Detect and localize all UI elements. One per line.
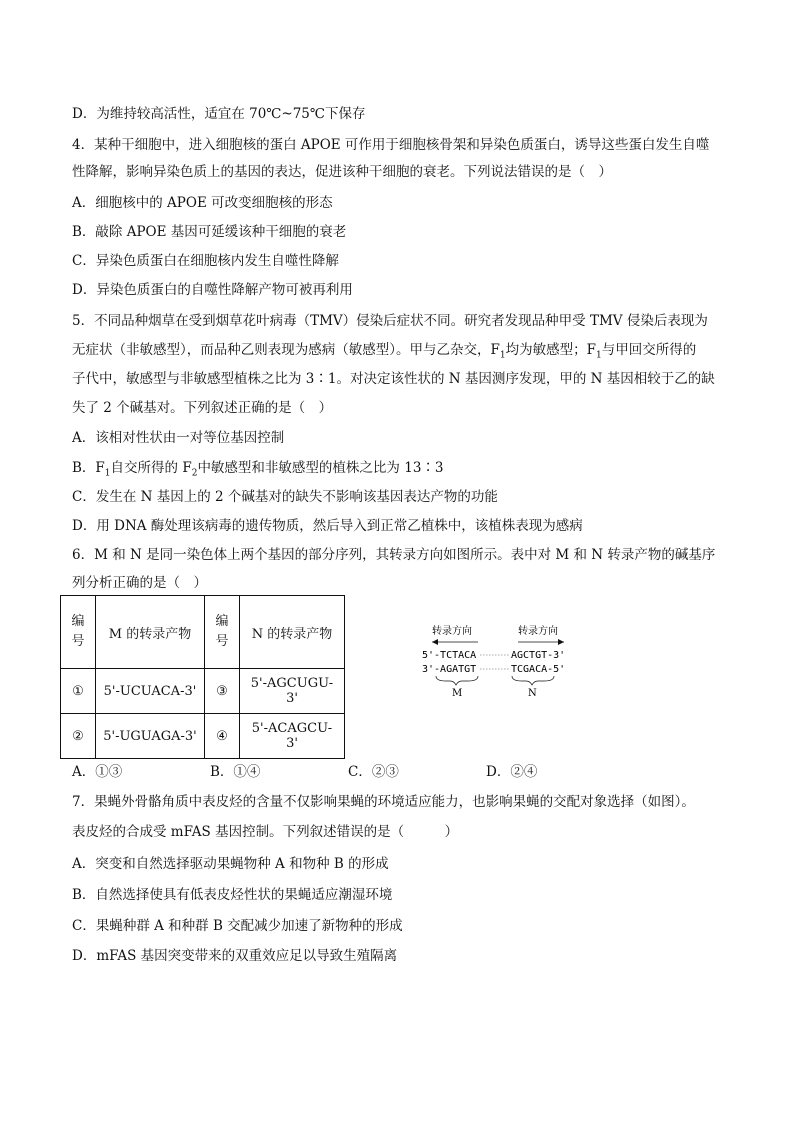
q7-option-d: D．mFAS 基因突变带来的双重效应足以导致生殖隔离	[72, 948, 398, 964]
gene-label-n: N	[528, 688, 537, 699]
q4-option-b: B．敲除 APOE 基因可延缓该种干细胞的衰老	[72, 224, 347, 240]
q4-option-c: C．异染色质蛋白在细胞核内发生自噬性降解	[72, 253, 339, 269]
table-cell: 5'-ACAGCU-3'	[240, 714, 345, 759]
q5-stem-line4: 失了 2 个碱基对。下列叙述正确的是（ ）	[72, 400, 333, 416]
q6-option-d: D．②④	[486, 764, 538, 780]
q5-stem-line3: 子代中，敏感型与非敏感型植株之比为 3∶1。对决定该性状的 N 基因测序发现，甲的 N 基因相较于乙的缺	[72, 371, 715, 387]
strand-top-left: 5'-TCTACA	[422, 650, 477, 661]
q6-option-c: C．②③	[348, 764, 399, 780]
q5-stem-line2	[72, 340, 734, 366]
arrow-left-icon	[432, 639, 478, 645]
q4-option-a: A．细胞核中的 APOE 可改变细胞核的形态	[72, 195, 333, 211]
strand-bottom-right: TCGACA-5'	[511, 664, 566, 675]
q5-stem-line1: 5．不同品种烟草在受到烟草花叶病毒（TMV）侵染后症状不同。研究者发现品种甲受 TMV 侵染后表现为	[72, 313, 708, 329]
q6-option-a: A．①③	[72, 764, 123, 780]
table-cell: 5'-AGCUGU-3'	[240, 669, 345, 714]
q7-stem-line2: 表皮烃的合成受 mFAS 基因控制。下列叙述错误的是（ ）	[72, 824, 459, 840]
q5-option-c: C．发生在 N 基因上的 2 个碱基对的缺失不影响该基因表达产物的功能	[72, 489, 498, 505]
subscript: 2	[191, 468, 198, 479]
table-header-row	[61, 596, 345, 669]
subscript: 1	[595, 350, 602, 361]
table-cell: 5'-UCUACA-3'	[96, 669, 205, 714]
gene-label-m: M	[452, 688, 463, 699]
q4-stem-line2: 性降解，影响异染色质上的基因的表达，促进该种干细胞的衰老。下列说法错误的是（ ）	[72, 164, 612, 180]
direction-label-right: 转录方向	[518, 626, 558, 637]
q7-option-c: C．果蝇种群 A 和种群 B 交配减少加速了新物种的形成	[72, 918, 403, 934]
strand-top-right: AGCTGT-3'	[511, 650, 566, 661]
brace-n-icon	[512, 676, 554, 685]
table-cell: ②	[61, 714, 96, 759]
table-header-cell: N 的转录产物	[240, 596, 345, 669]
q7-option-a: A．突变和自然选择驱动果蝇物种 A 和物种 B 的形成	[72, 856, 389, 872]
q4-option-d: D．异染色质蛋白的自噬性降解产物可被再利用	[72, 282, 353, 298]
direction-label-left: 转录方向	[432, 626, 472, 637]
transcription-diagram	[418, 622, 588, 702]
q6-stem-line1: 6．M 和 N 是同一染色体上两个基因的部分序列，其转录方向如图所示。表中对 M 和 N 转录产物的碱基序	[72, 547, 716, 563]
table-row	[61, 714, 345, 759]
subscript: 1	[104, 468, 111, 479]
table-cell: ③	[205, 669, 240, 714]
arrow-right-icon	[518, 639, 564, 645]
q5-option-d: D．用 DNA 酶处理该病毒的遗传物质，然后导入到正常乙植株中，该植株表现为感病	[72, 518, 583, 534]
q6-option-b: B．①④	[210, 764, 261, 780]
table-header-cell: 编 号	[205, 596, 240, 669]
q5-option-a: A．该相对性状由一对等位基因控制	[72, 430, 285, 446]
q5-option-b	[72, 458, 734, 484]
q7-option-b: B．自然选择使具有低表皮烃性状的果蝇适应潮湿环境	[72, 887, 393, 903]
q5b-text: B．F	[72, 460, 105, 476]
q5-stem-text: 均为敏感型；F	[505, 342, 596, 358]
q4-stem-line1: 4．某种干细胞中，进入细胞核的蛋白 APOE 可作用于细胞核骨架和异染色质蛋白，诱导这些蛋白发生自噬	[72, 137, 710, 153]
transcript-table	[60, 595, 345, 759]
table-cell: ④	[205, 714, 240, 759]
q5-stem-text: 与甲回交所得的	[601, 342, 697, 358]
strand-bottom-left: 3'-AGATGT	[422, 664, 477, 675]
subscript: 1	[499, 350, 506, 361]
q3-option-d: D．为维持较高活性，适宜在 70℃~75℃下保存	[72, 106, 366, 122]
table-row	[61, 669, 345, 714]
q5-stem-text: 无症状（非敏感型），而品种乙则表现为感病（敏感型）。甲与乙杂交，F	[72, 342, 500, 358]
table-cell: 5'-UGUAGA-3'	[96, 714, 205, 759]
table-header-cell: M 的转录产物	[96, 596, 205, 669]
table-cell: ①	[61, 669, 96, 714]
brace-m-icon	[436, 676, 478, 685]
q5b-text: 中敏感型和非敏感型的植株之比为 13∶3	[197, 460, 444, 476]
q5b-text: 自交所得的 F	[110, 460, 192, 476]
q6-stem-line2: 列分析正确的是（ ）	[72, 575, 207, 591]
q7-stem-line1: 7．果蝇外骨骼角质中表皮烃的含量不仅影响果蝇的环境适应能力，也影响果蝇的交配对象选择（如图）。	[72, 794, 695, 810]
table-header-cell: 编 号	[61, 596, 96, 669]
